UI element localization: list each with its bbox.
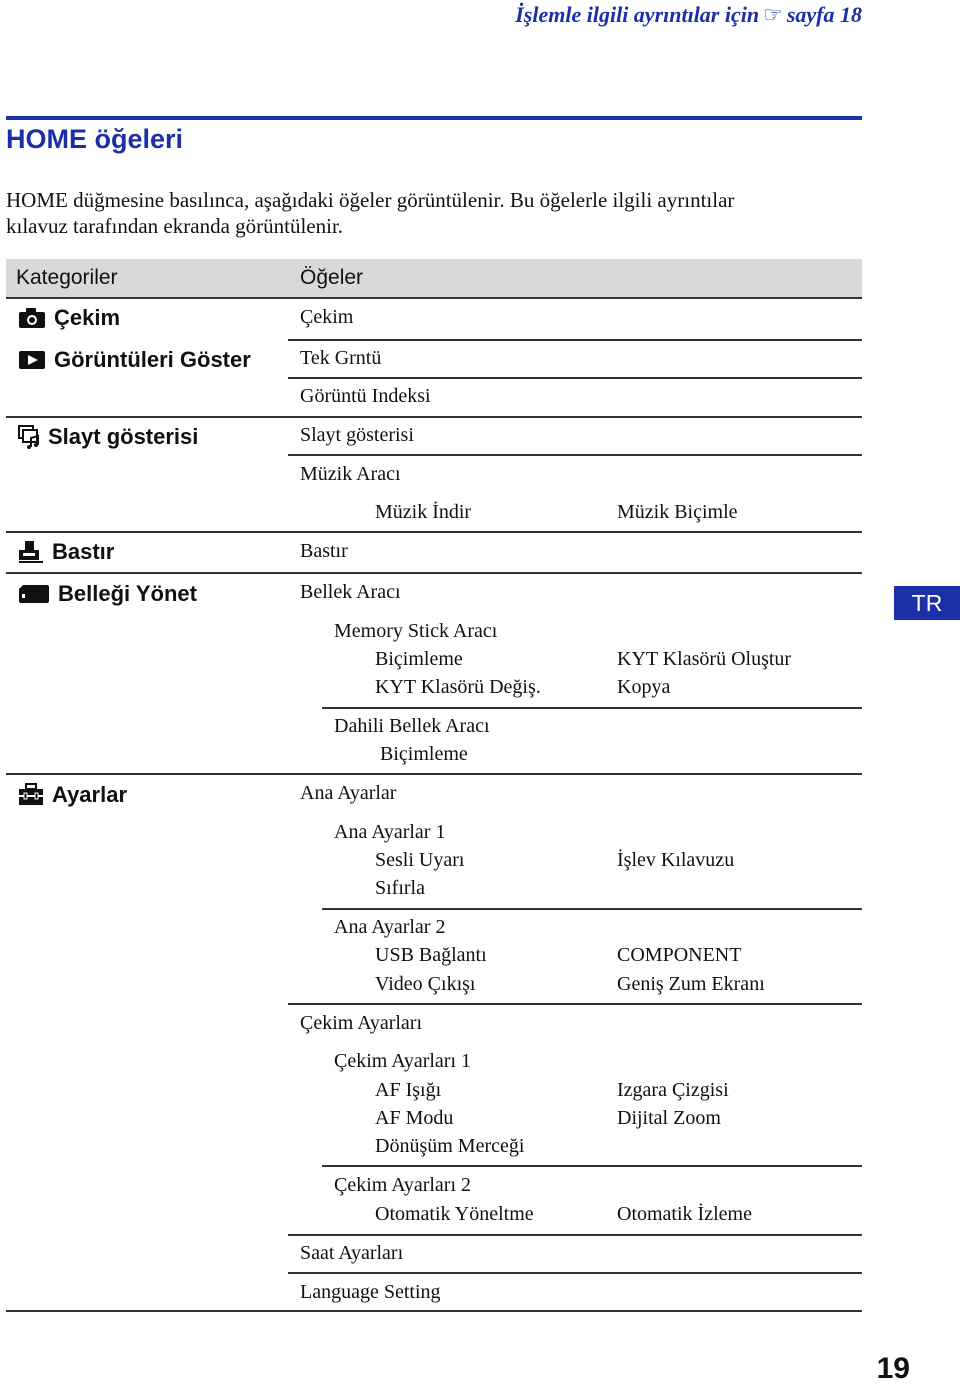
item-ana1: Ana Ayarlar 1 [334, 821, 446, 843]
item-bellek-araci: Bellek Aracı [300, 581, 401, 603]
item-bastir: Bastır [300, 540, 348, 562]
category-cekim [18, 305, 120, 331]
item-ana2: Ana Ayarlar 2 [334, 916, 446, 938]
row-rule [288, 377, 862, 379]
row-rule [6, 773, 862, 775]
page-number: 19 [876, 1352, 910, 1385]
title-rule [6, 116, 862, 120]
intro-line-1: HOME düğmesine basılınca, aşağıdaki öğeler görüntülenir. Bu öğelerle ilgili ayrıntılar [6, 188, 735, 212]
item-component: COMPONENT [617, 944, 742, 966]
item-donusum: Dönüşüm Merceği [375, 1135, 525, 1157]
row-rule [6, 416, 862, 418]
category-slayt-label: Slayt gösterisi [48, 424, 199, 449]
header-cross-reference [515, 2, 862, 28]
slideshow-icon [18, 425, 40, 449]
category-bastir-label: Bastır [52, 539, 115, 564]
printer-icon [18, 540, 44, 564]
item-video: Video Çıkışı [375, 973, 476, 995]
item-otomatik-izleme: Otomatik İzleme [617, 1203, 752, 1225]
item-language: Language Setting [300, 1281, 441, 1303]
item-dahili-bicimleme: Biçimleme [380, 743, 468, 765]
item-saat: Saat Ayarları [300, 1242, 404, 1264]
row-rule [288, 454, 862, 456]
header-categories: Kategoriler [16, 266, 118, 289]
item-ana-ayarlar: Ana Ayarlar [300, 782, 397, 804]
item-af-isigi: AF Işığı [375, 1079, 442, 1101]
item-dahili: Dahili Bellek Aracı [334, 715, 490, 737]
item-dijital-zoom: Dijital Zoom [617, 1107, 721, 1129]
header-items: Öğeler [300, 266, 364, 289]
row-rule [322, 1165, 862, 1167]
category-bastir [18, 539, 114, 565]
item-muzik-bicimle: Müzik Biçimle [617, 501, 738, 523]
category-goster [18, 347, 251, 373]
category-bellek [18, 581, 197, 607]
row-rule [288, 1003, 862, 1005]
category-ayarlar-label: Ayarlar [52, 782, 128, 807]
row-rule [288, 339, 862, 341]
category-bellek-label: Belleği Yönet [58, 581, 197, 606]
row-rule [322, 908, 862, 910]
category-cekim-label: Çekim [54, 305, 121, 330]
row-rule [322, 707, 862, 709]
language-tab: TR [894, 586, 960, 620]
row-rule [6, 572, 862, 574]
item-ms-kyt-olustur: KYT Klasörü Oluştur [617, 648, 792, 670]
item-tek-grntu: Tek Grntü [300, 347, 382, 369]
intro-line-2: kılavuz tarafından ekranda görüntülenir. [6, 214, 344, 238]
item-usb: USB Bağlantı [375, 944, 487, 966]
item-ms-araci: Memory Stick Aracı [334, 620, 498, 642]
item-ms-kopya: Kopya [617, 676, 671, 698]
item-goruntu-indeksi: Görüntü Indeksi [300, 385, 431, 407]
table-header [6, 259, 862, 299]
item-cekim: Çekim [300, 306, 354, 328]
header-prefix: İşlemle ilgili ayrıntılar için [515, 2, 760, 27]
item-islev-kilavuzu: İşlev Kılavuzu [617, 849, 735, 871]
item-genis-zum: Geniş Zum Ekranı [617, 973, 765, 995]
row-rule [6, 531, 862, 533]
category-ayarlar [18, 782, 127, 808]
table-bottom-rule [6, 1310, 862, 1312]
item-cekim2: Çekim Ayarları 2 [334, 1174, 472, 1196]
item-sifirla: Sıfırla [375, 877, 425, 899]
item-ms-kyt-degis: KYT Klasörü Değiş. [375, 676, 541, 698]
camera-icon [18, 307, 46, 329]
item-muzik-araci: Müzik Aracı [300, 463, 401, 485]
header-page-ref[interactable]: sayfa 18 [786, 2, 862, 27]
item-cekim-ayarlari: Çekim Ayarları [300, 1012, 423, 1034]
item-ms-bicimleme: Biçimleme [375, 648, 463, 670]
memory-card-icon [18, 583, 50, 605]
toolbox-icon [18, 783, 44, 807]
item-slayt: Slayt gösterisi [300, 424, 414, 446]
item-sesli-uyari: Sesli Uyarı [375, 849, 465, 871]
item-izgara: Izgara Çizgisi [617, 1079, 729, 1101]
item-af-modu: AF Modu [375, 1107, 454, 1129]
page-title: HOME öğeleri [6, 124, 184, 154]
item-cekim1: Çekim Ayarları 1 [334, 1050, 472, 1072]
pointing-hand-icon: ☞ [763, 2, 783, 27]
row-rule [288, 1234, 862, 1236]
playback-icon [18, 349, 46, 371]
item-otomatik-yoneltme: Otomatik Yöneltme [375, 1203, 534, 1225]
category-slayt [18, 424, 198, 450]
category-goster-label: Görüntüleri Göster [54, 347, 251, 372]
item-muzik-indir: Müzik İndir [375, 501, 472, 523]
row-rule [288, 1272, 862, 1274]
